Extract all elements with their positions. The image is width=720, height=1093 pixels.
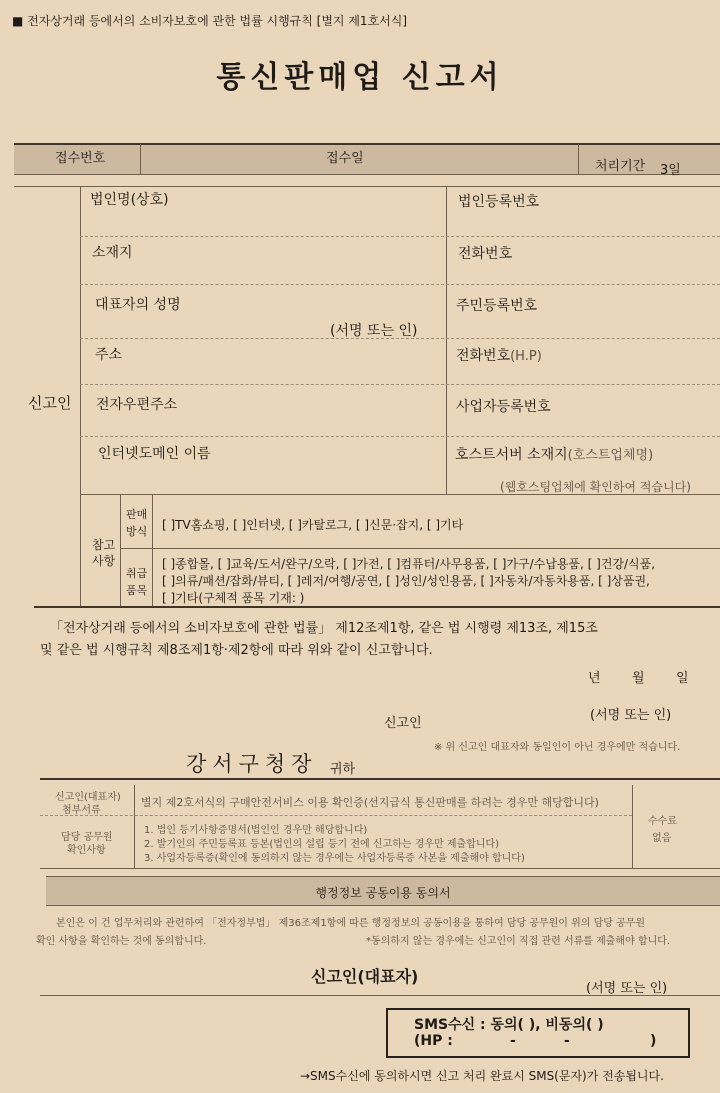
items-label-2: 품목 <box>126 584 148 597</box>
sms-consent-line[interactable]: SMS수신 : 동의( ), 비동의( ) <box>414 1017 604 1033</box>
phone-label: 전화번호 <box>458 246 513 262</box>
host-server-label: 호스트서버 소재지 <box>455 447 568 463</box>
sms-hp-dash-2: - <box>564 1033 570 1049</box>
consent-signer: 신고인(대표자) <box>311 967 419 986</box>
addressee-office: 강서구청장 <box>186 752 318 776</box>
sales-methods: [ ]TV홈쇼핑, [ ]인터넷, [ ]카탈로그, [ ]신문·잡지, [ ]기타 <box>162 518 464 532</box>
email-label: 전자우편주소 <box>96 397 178 413</box>
resident-no-label: 주민등록번호 <box>456 298 538 314</box>
consent-line-2-note: *동의하지 않는 경우에는 신고인이 직접 관련 서류를 제출해야 합니다. <box>366 936 671 947</box>
rep-sign-note: (서명 또는 인) <box>330 323 418 339</box>
items-line-2: [ ]의류/패션/잡화/뷰티, [ ]레저/여행/공연, [ ]성인/성인용품, [ ]자동차/자동차용품, [ ]상품권, <box>162 574 650 588</box>
sms-hp-dash-1: - <box>510 1033 516 1049</box>
check-item-1: 1. 법인 등기사항증명서(법인인 경우만 해당합니다) <box>144 825 368 836</box>
reference-label-1: 참고 <box>92 538 116 552</box>
sms-footnote: →SMS수신에 동의하시면 신고 처리 완료시 SMS(문자)가 전송됩니다. <box>300 1069 664 1083</box>
applicant-section-label: 신고인 <box>28 394 72 412</box>
items-label-1: 취급 <box>126 567 148 580</box>
fee-value: 없음 <box>652 833 672 844</box>
mobile-label-suffix: (H.P) <box>510 349 542 364</box>
mobile-label: 전화번호 <box>456 348 511 364</box>
declaration-small-note: ※ 위 신고인 대표자와 동일인이 아닌 경우에만 적습니다. <box>434 742 681 753</box>
fee-label: 수수료 <box>648 816 677 827</box>
form-header-note: ■ 전자상거래 등에서의 소비자보호에 관한 법률 시행규칙 [별지 제1호서식] <box>12 14 408 28</box>
receipt-date-label: 접수일 <box>326 151 364 166</box>
corp-name-label: 법인명(상호) <box>90 192 169 208</box>
check-item-2: 2. 발기인의 주민등록표 등본(법인의 설립 등기 전에 신고하는 경우만 제출합니다) <box>144 839 500 850</box>
declaration-signer-label: 신고인 <box>384 716 422 731</box>
date-month-label: 월 <box>632 671 645 686</box>
date-year-label: 년 <box>588 671 601 686</box>
declaration-line-2: 및 같은 법 시행규칙 제8조제1항·제2항에 따라 위와 같이 신고합니다. <box>40 643 433 658</box>
host-note: (웹호스팅업체에 확인하여 적습니다) <box>500 480 691 494</box>
date-day-label: 일 <box>676 671 689 686</box>
items-line-1: [ ]종합몰, [ ]교육/도서/완구/오락, [ ]가전, [ ]컴퓨터/사무용품, [ ]가구/수납용품, [ ]건강/식품, <box>162 557 656 571</box>
host-server-label-group <box>455 444 653 464</box>
form-title: 통신판매업 신고서 <box>216 60 504 95</box>
attachments-label-2: 첨부서류 <box>62 805 101 816</box>
check-label-1: 담당 공무원 <box>61 832 113 843</box>
consent-sign-note: (서명 또는 인) <box>586 981 668 996</box>
consent-line-2: 확인 사항을 확인하는 것에 동의합니다. <box>36 936 207 947</box>
attachments-text: 별지 제2호서식의 구매안전서비스 이용 확인증(선지급식 통신판매를 하려는 경우만 해당합니다) <box>141 796 599 809</box>
sales-method-label-2: 방식 <box>126 525 148 538</box>
check-item-3: 3. 사업자등록증(확인에 동의하지 않는 경우에는 사업자등록증 사본을 제출해야 합니다) <box>144 853 525 864</box>
sms-hp-label: (HP : <box>414 1033 453 1049</box>
sms-hp-close: ) <box>650 1033 657 1049</box>
processing-period-value: 3일 <box>660 163 681 178</box>
attachments-label-1: 신고인(대표자) <box>55 792 121 803</box>
items-line-3: [ ]기타(구체적 품목 기재: ) <box>162 591 305 605</box>
reference-label-2: 사항 <box>92 554 116 568</box>
location-label: 소재지 <box>92 245 133 261</box>
domain-label: 인터넷도메인 이름 <box>98 446 211 462</box>
host-server-suffix: (호스트업체명) <box>567 448 654 463</box>
corp-reg-no-label: 법인등록번호 <box>458 194 540 210</box>
address-label: 주소 <box>95 347 123 363</box>
sales-method-label-1: 판매 <box>126 508 148 521</box>
consent-title: 행정정보 공동이용 동의서 <box>315 886 451 900</box>
consent-line-1: 본인은 이 건 업무처리와 관련하여 「전자정부법」 제36조제1항에 따른 행정정보의 공동이용을 통하여 담당 공무원이 위의 담당 공무원 <box>56 918 646 929</box>
declaration-sign-note: (서명 또는 인) <box>590 708 672 723</box>
processing-period-label: 처리기간 <box>595 159 646 174</box>
biz-reg-no-label: 사업자등록번호 <box>456 399 551 415</box>
rep-name-label: 대표자의 성명 <box>95 297 181 313</box>
declaration-line-1: 「전자상거래 등에서의 소비자보호에 관한 법률」 제12조제1항, 같은 법 시행령 제13조, 제15조 <box>50 621 598 636</box>
mobile-label-group <box>456 345 542 365</box>
check-label-2: 확인사항 <box>67 845 106 856</box>
receipt-number-label: 접수번호 <box>55 151 106 166</box>
addressee-suffix: 귀하 <box>330 762 356 777</box>
